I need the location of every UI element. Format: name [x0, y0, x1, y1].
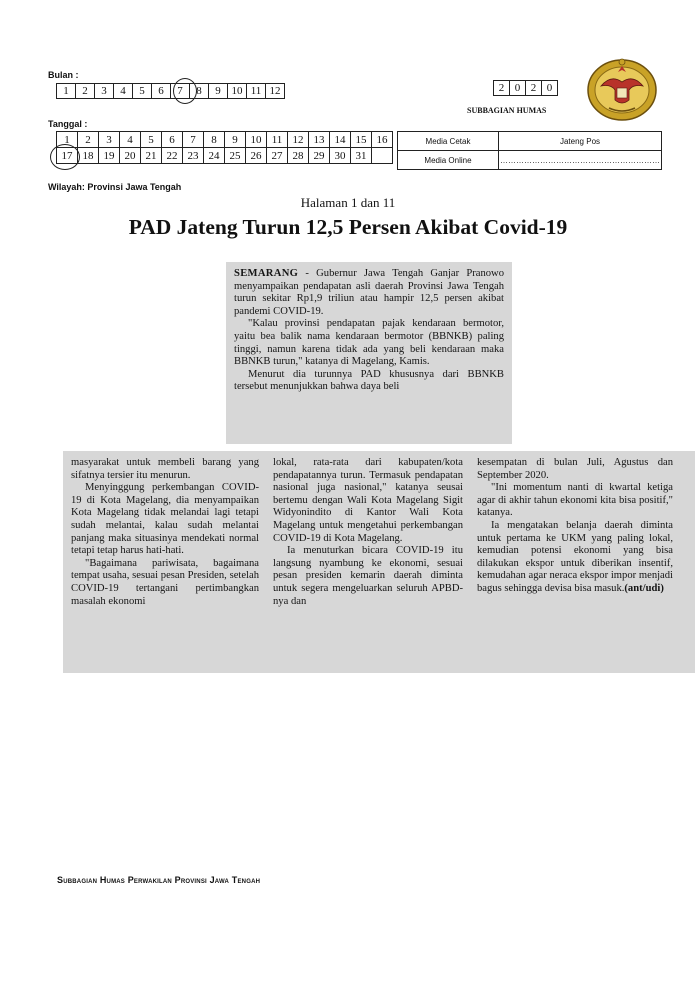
col3-paragraph-3: Ia mengatakan belanja daerah diminta untuk pertama ke UKM yang paling lokal, kemudian potensi ekonomi yang bisa dilakukan ekspor untuk diberikan insentif, kemudahan agar neraca ekspor impor menjadi bagus sehingga devisa bisa masuk.(ant/udi): [477, 519, 673, 594]
day-cell: 31: [351, 148, 372, 164]
month-cell: 2: [76, 84, 95, 99]
month-grid: [56, 83, 285, 99]
lead-paragraph-3: Menurut dia turunnya PAD khususnya dari BBNKB tersebut menunjukkan bahwa daya beli: [234, 368, 504, 393]
day-cell: 27: [267, 148, 288, 164]
day-cell: 10: [246, 132, 267, 148]
article-headline: PAD Jateng Turun 12,5 Persen Akibat Covid-19: [128, 215, 568, 239]
media-cetak-label: Media Cetak: [398, 132, 499, 151]
day-cell: 5: [141, 132, 162, 148]
day-cell: 30: [330, 148, 351, 164]
month-cell: 7: [171, 84, 190, 99]
month-cell: 8: [190, 84, 209, 99]
day-cell: 4: [120, 132, 141, 148]
lead-paragraph-2: "Kalau provinsi pendapatan pajak kendaraan bermotor, yaitu bea balik nama kendaraan bermotor (BBNKB) paling tinggi, namun karena tidak ada yang beli kendaraan maka BBNKB turun," katanya di Magelang, Kamis.: [234, 318, 504, 368]
day-cell: 3: [99, 132, 120, 148]
selected-day-circle: [50, 144, 80, 170]
col3-paragraph-1: kesempatan di bulan Juli, Agustus dan September 2020.: [477, 457, 673, 481]
footer-unit: Subbagian Humas Perwakilan Provinsi Jawa Tengah: [57, 875, 261, 885]
day-cell: 29: [309, 148, 330, 164]
day-cell: 12: [288, 132, 309, 148]
col2-paragraph-2: Ia menuturkan bicara COVID-19 itu langsung nyambung ke ekonomi, sesuai pesan presiden kemarin daerah diminta untuk segera mengeluarkan seluruh APBD-nya dan: [273, 545, 463, 607]
day-cell: 22: [162, 148, 183, 164]
day-cell: 14: [330, 132, 351, 148]
column-1: [71, 457, 259, 608]
day-cell: 26: [246, 148, 267, 164]
year-grid: [493, 80, 558, 96]
day-cell: 16: [372, 132, 393, 148]
media-table: [397, 131, 662, 170]
col1-paragraph-3: "Bagaimana pariwisata, bagaimana tempat usaha, sesuai pesan Presiden, setelah COVID-19 tertangani pertimbangkan masalah ekonomi: [71, 557, 259, 607]
day-cell: 20: [120, 148, 141, 164]
day-cell: 9: [225, 132, 246, 148]
col1-paragraph-2: Menyinggung perkembangan COVID-19 di Kota Magelang, dia menyampaikan Kota Magelang tidak melandai lagi tetapi sudah melantai, kalau sudah melantai panjang maka situasinya mendekati normal tetapi tetap harus hati-hati.: [71, 482, 259, 557]
day-cell: 19: [99, 148, 120, 164]
day-cell: 28: [288, 148, 309, 164]
day-cell: 15: [351, 132, 372, 148]
year-digit-cell: 2: [494, 81, 510, 96]
dateline: SEMARANG: [234, 268, 299, 279]
month-cell: 5: [133, 84, 152, 99]
media-cetak-value: Jateng Pos: [499, 132, 662, 151]
col3-paragraph-2: "Ini momentum nanti di kwartal ketiga agar di akhir tahun ekonomi kita bisa positif," katanya.: [477, 482, 673, 519]
lead-column: [234, 268, 504, 394]
wilayah-label: Wilayah: Provinsi Jawa Tengah: [48, 182, 182, 192]
emblem-logo: [585, 56, 659, 122]
clipping-lead: [226, 262, 512, 444]
month-cell: 9: [209, 84, 228, 99]
day-cell: 13: [309, 132, 330, 148]
tanggal-label: Tanggal :: [48, 119, 88, 129]
month-cell: 11: [247, 84, 266, 99]
day-grid: [56, 131, 393, 164]
day-cell: [372, 148, 393, 164]
column-3: [477, 457, 673, 596]
month-cell: 1: [57, 84, 76, 99]
article-signature: (ant/udi): [624, 582, 664, 594]
clipping-columns: [63, 451, 695, 673]
day-cell: 17: [57, 148, 78, 164]
month-cell: 6: [152, 84, 171, 99]
col2-paragraph-1: lokal, rata-rata dari kabupaten/kota pendapatannya turun. Termasuk pendapatan nasional juga nasional," katanya seusai bertemu dengan Wali Kota Magelang Sigit Widyonindito di Kantor Wali Kota Magelang untuk mengetahui perkembangan COVID-19 di Kota Magelang.: [273, 457, 463, 544]
day-cell: 6: [162, 132, 183, 148]
day-cell: 18: [78, 148, 99, 164]
year-digit-cell: 0: [510, 81, 526, 96]
day-cell: 21: [141, 148, 162, 164]
lead-paragraph-1: SEMARANG - Gubernur Jawa Tengah Ganjar Pranowo menyampaikan pendapatan asli daerah Provinsi Jawa Tengah turun sekitar Rp1,9 triliun atau hampir 12,5 persen akibat pandemi COVID-19.: [234, 268, 504, 317]
unit-label: SUBBAGIAN HUMAS: [467, 106, 547, 115]
day-cell: 25: [225, 148, 246, 164]
day-cell: 23: [183, 148, 204, 164]
day-cell: 1: [57, 132, 78, 148]
column-2: [273, 457, 463, 608]
month-cell: 3: [95, 84, 114, 99]
bulan-label: Bulan :: [48, 70, 79, 80]
media-online-label: Media Online: [398, 151, 499, 170]
selected-month-circle: [173, 78, 197, 104]
year-digit-cell: 2: [526, 81, 542, 96]
month-cell: 12: [266, 84, 285, 99]
day-cell: 2: [78, 132, 99, 148]
media-online-value: ……………………………………………………: [499, 151, 662, 170]
day-cell: 11: [267, 132, 288, 148]
day-cell: 8: [204, 132, 225, 148]
month-cell: 4: [114, 84, 133, 99]
month-cell: 10: [228, 84, 247, 99]
col1-paragraph-1: masyarakat untuk membeli barang yang sifatnya tersier itu menurun.: [71, 457, 259, 481]
year-digit-cell: 0: [542, 81, 558, 96]
page-reference: Halaman 1 dan 11: [300, 195, 396, 210]
day-cell: 7: [183, 132, 204, 148]
day-cell: 24: [204, 148, 225, 164]
